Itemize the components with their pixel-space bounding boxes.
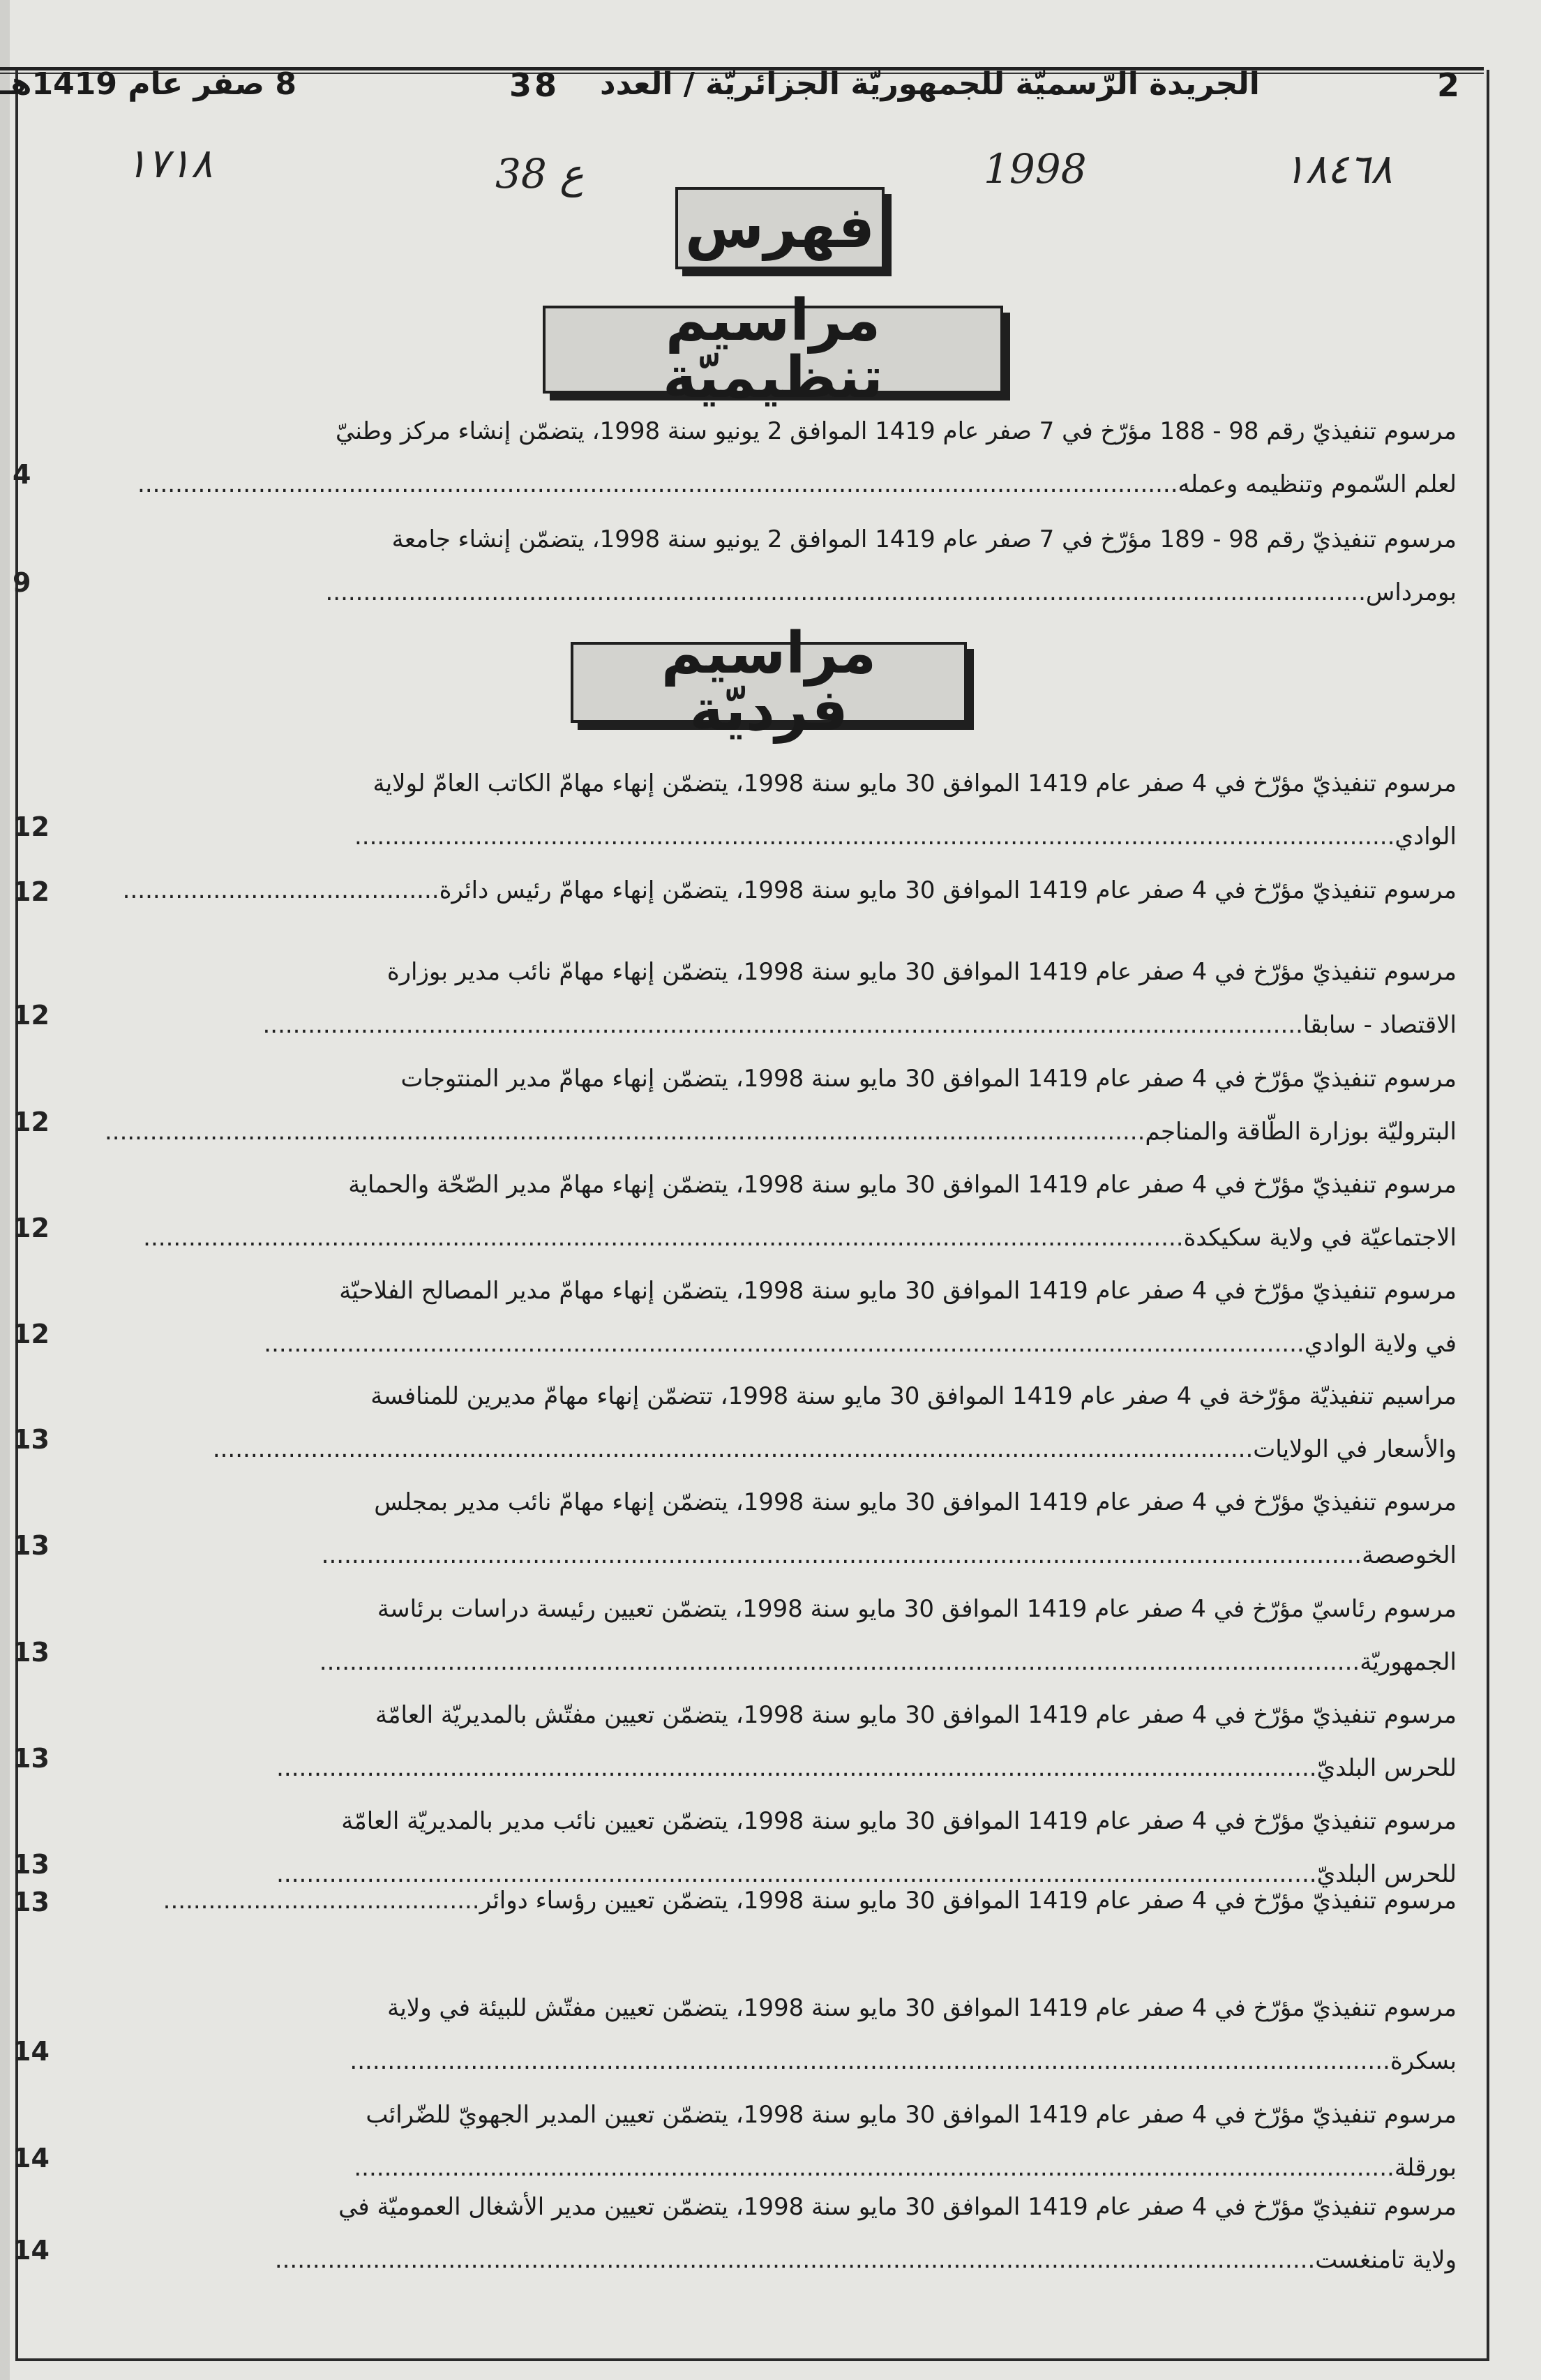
leader-dots: .......................................................................................................................................... [276, 1754, 1317, 1782]
toc-page-number: 9 [13, 567, 31, 598]
toc-entry-title-line1: مرسوم تنفيذيّ مؤرّخ في 4 صفر عام 1419 الموافق 30 مايو سنة 1998، يتضمّن تعيين المدير الجهويّ للضّرائب [366, 2101, 1457, 2129]
toc-page-number: 12 [13, 1319, 50, 1349]
regulatory-decrees-heading [543, 287, 1003, 411]
toc-entry-title-line1: مرسوم تنفيذيّ مؤرّخ في 4 صفر عام 1419 الموافق 30 مايو سنة 1998، يتضمّن إنهاء مهامّ مدير الصّحّة والحماية [348, 1171, 1457, 1199]
toc-entry-title-line2 [89, 1742, 1457, 1795]
toc-entry-title-text: في ولاية الوادي [1304, 1330, 1457, 1358]
leader-dots: .......................................................................................................................................... [276, 1860, 1317, 1888]
leader-dots: .......................................................................................................................................... [325, 578, 1366, 606]
leader-dots: .......................................... [122, 876, 439, 904]
toc-entry-title-line2 [89, 2233, 1457, 2287]
toc-entry-title-line1 [89, 864, 1457, 917]
toc-entry-title-text: والأسعار في الولايات [1253, 1435, 1457, 1463]
leader-dots: .......................................................................................................................................... [274, 2246, 1316, 2274]
scan-edge [0, 0, 10, 2380]
regulatory-heading-text: مراسيم تنظيميّة [663, 287, 883, 411]
toc-entry-title-line2 [89, 810, 1457, 863]
toc-entry [89, 1370, 1457, 1476]
toc-page-number: 13 [13, 1530, 50, 1561]
toc-entry-title-line1: مرسوم تنفيذيّ مؤرّخ في 4 صفر عام 1419 الموافق 30 مايو سنة 1998، يتضمّن إنهاء مهامّ نائب مدير بوزارة [386, 958, 1457, 986]
page-number: 2 [1437, 66, 1460, 104]
toc-page-number: 4 [13, 459, 31, 490]
toc-page-number: 13 [13, 1637, 50, 1668]
leader-dots: .......................................................................................................................................... [354, 823, 1395, 851]
toc-entry-title-text: للحرس البلديّ [1316, 1754, 1457, 1782]
leader-dots: .......................................................................................................................................... [137, 470, 1178, 498]
toc-entry-title-line2 [89, 1529, 1457, 1582]
leader-dots: .......................................................................................................................................... [104, 1118, 1145, 1146]
handwritten-note-right: ١٨٤٦٨ [1284, 145, 1392, 193]
hijri-date: 8 صفر عام 1419هـ [0, 66, 296, 102]
toc-page-number: 12 [13, 811, 50, 842]
toc-entry-title-text: الاجتماعيّة في ولاية سكيكدة [1183, 1224, 1457, 1252]
toc-page-number: 14 [13, 2143, 50, 2173]
toc-entry-title-line1 [89, 1874, 1457, 1927]
leader-dots: .......................................... [163, 1887, 480, 1915]
toc-entry [89, 1582, 1457, 1689]
toc-entry-title-line2 [89, 2035, 1457, 2088]
leader-dots: .......................................................................................................................................... [143, 1224, 1184, 1252]
toc-entry-title-text: الجمهوريّة [1360, 1648, 1457, 1676]
leader-dots: .......................................................................................................................................... [264, 1330, 1305, 1358]
toc-entry-title-text: مرسوم تنفيذيّ مؤرّخ في 4 صفر عام 1419 الموافق 30 مايو سنة 1998، يتضمّن تعيين رؤساء دوائر [479, 1887, 1457, 1915]
toc-entry-title-line2 [89, 998, 1457, 1051]
toc-entry-title-text: بسكرة [1390, 2047, 1457, 2075]
toc-page-number: 12 [13, 876, 50, 907]
handwritten-note-left: ١٧١٨ [126, 140, 213, 187]
toc-entry-title-line1: مرسوم تنفيذيّ مؤرّخ في 4 صفر عام 1419 الموافق 30 مايو سنة 1998، يتضمّن تعيين نائب مدير بالمديريّة العامّة [341, 1807, 1457, 1835]
toc-entry-title-line1: مرسوم تنفيذيّ مؤرّخ في 4 صفر عام 1419 الموافق 30 مايو سنة 1998، يتضمّن إنهاء مهامّ نائب مدير بمجلس [374, 1488, 1457, 1516]
toc-page-number: 13 [13, 1743, 50, 1774]
toc-entry [89, 2088, 1457, 2194]
toc-entry-title-line1: مرسوم تنفيذيّ رقم 98 - 188 مؤرّخ في 7 صفر عام 1419 الموافق 2 يونيو سنة 1998، يتضمّن إنشاء مركز وطنيّ [336, 417, 1457, 445]
leader-dots: .......................................................................................................................................... [319, 1648, 1360, 1676]
toc-entry-title-text: الاقتصاد - سابقا [1302, 1011, 1457, 1039]
toc-entry-title-line1: مرسوم تنفيذيّ رقم 98 - 189 مؤرّخ في 7 صفر عام 1419 الموافق 2 يونيو سنة 1998، يتضمّن إنشاء جامعة [391, 525, 1457, 553]
toc-page-number: 12 [13, 1213, 50, 1243]
handwritten-issue-note: 38 ع [495, 150, 584, 197]
toc-entry [89, 513, 1457, 619]
toc-entry [89, 1052, 1457, 1158]
toc-entry [89, 1476, 1457, 1582]
toc-entry [89, 1158, 1457, 1264]
toc-entry-title-line1: مرسوم تنفيذيّ مؤرّخ في 4 صفر عام 1419 الموافق 30 مايو سنة 1998، يتضمّن إنهاء مهامّ الكاتب العامّ لولاية [373, 770, 1457, 798]
toc-entry [89, 1689, 1457, 1795]
toc-page-number: 13 [13, 1849, 50, 1880]
toc-entry [89, 1982, 1457, 2088]
toc-entry-title-text: ولاية تامنغست [1315, 2246, 1457, 2274]
toc-entry [89, 1874, 1457, 1927]
index-heading-text: فهرس [685, 195, 875, 261]
toc-entry-title-line1: مرسوم تنفيذيّ مؤرّخ في 4 صفر عام 1419 الموافق 30 مايو سنة 1998، يتضمّن تعيين مفتّش للبيئة في ولاية [387, 1994, 1457, 2022]
toc-page-number: 14 [13, 2235, 50, 2266]
toc-entry-title-text: بومرداس [1365, 578, 1457, 606]
toc-entry-title-line1: مراسيم تنفيذيّة مؤرّخة في 4 صفر عام 1419 الموافق 30 مايو سنة 1998، تتضمّن إنهاء مهامّ مديرين للمنافسة [370, 1382, 1457, 1410]
toc-entry-title-line1: مرسوم رئاسيّ مؤرّخ في 4 صفر عام 1419 الموافق 30 مايو سنة 1998، يتضمّن تعيين رئيسة دراسات برئاسة [377, 1595, 1457, 1623]
leader-dots: .......................................................................................................................................... [212, 1435, 1254, 1463]
toc-entry-title-text: مرسوم تنفيذيّ مؤرّخ في 4 صفر عام 1419 الموافق 30 مايو سنة 1998، يتضمّن إنهاء مهامّ رئيس دائرة [439, 876, 1457, 904]
toc-entry-title-line2 [89, 566, 1457, 619]
toc-entry-title-line1: مرسوم تنفيذيّ مؤرّخ في 4 صفر عام 1419 الموافق 30 مايو سنة 1998، يتضمّن تعيين مفتّش بالمديريّة العامّة [375, 1701, 1457, 1729]
toc-entry [89, 757, 1457, 863]
leader-dots: .......................................................................................................................................... [321, 1541, 1362, 1569]
individual-decrees-heading [571, 620, 967, 744]
toc-entry-title-line2 [89, 1636, 1457, 1689]
toc-entry [89, 864, 1457, 917]
leader-dots: .......................................................................................................................................... [262, 1011, 1303, 1039]
toc-entry-title-text: الخوصصة [1362, 1541, 1457, 1569]
leader-dots: .......................................................................................................................................... [349, 2047, 1390, 2075]
toc-entry-title-line1: مرسوم تنفيذيّ مؤرّخ في 4 صفر عام 1419 الموافق 30 مايو سنة 1998، يتضمّن إنهاء مهامّ مدير المنتوجات [400, 1065, 1457, 1093]
toc-entry [89, 1264, 1457, 1370]
toc-entry-title-line2 [89, 1211, 1457, 1264]
toc-page-number: 13 [13, 1424, 50, 1455]
toc-entry-title-text: لعلم السّموم وتنظيمه وعمله [1178, 470, 1457, 498]
toc-page-number: 13 [13, 1887, 50, 1917]
toc-page-number: 14 [13, 2036, 50, 2067]
toc-entry-title-line2 [89, 1317, 1457, 1370]
index-heading [675, 187, 885, 269]
individual-heading-text: مراسيم فرديّة [661, 620, 877, 744]
toc-page-number: 12 [13, 1000, 50, 1031]
toc-entry-title-line2 [89, 1423, 1457, 1476]
toc-entry-title-text: للحرس البلديّ [1316, 1860, 1457, 1888]
handwritten-year: 1998 [984, 145, 1087, 193]
toc-entry [89, 2180, 1457, 2287]
toc-page-number: 12 [13, 1107, 50, 1137]
gazette-title: الجريدة الرّسميّة للجمهوريّة الجزائريّة / العدد [600, 66, 1260, 102]
leader-dots: .......................................................................................................................................... [354, 2154, 1395, 2182]
toc-entry [89, 405, 1457, 511]
toc-entry-title-line2 [89, 458, 1457, 511]
toc-entry-title-line1: مرسوم تنفيذيّ مؤرّخ في 4 صفر عام 1419 الموافق 30 مايو سنة 1998، يتضمّن تعيين مدير الأشغال العموميّة في [338, 2193, 1457, 2221]
toc-entry-title-line1: مرسوم تنفيذيّ مؤرّخ في 4 صفر عام 1419 الموافق 30 مايو سنة 1998، يتضمّن إنهاء مهامّ مدير المصالح الفلاحيّة [339, 1277, 1457, 1305]
toc-entry-title-text: بورقلة [1394, 2154, 1457, 2182]
toc-entry-title-text: البتروليّة بوزارة الطّاقة والمناجم [1145, 1118, 1457, 1146]
toc-entry-title-line2 [89, 1105, 1457, 1158]
toc-entry [89, 945, 1457, 1051]
issue-number: 38 [509, 66, 560, 104]
toc-entry-title-text: الوادي [1395, 823, 1457, 851]
